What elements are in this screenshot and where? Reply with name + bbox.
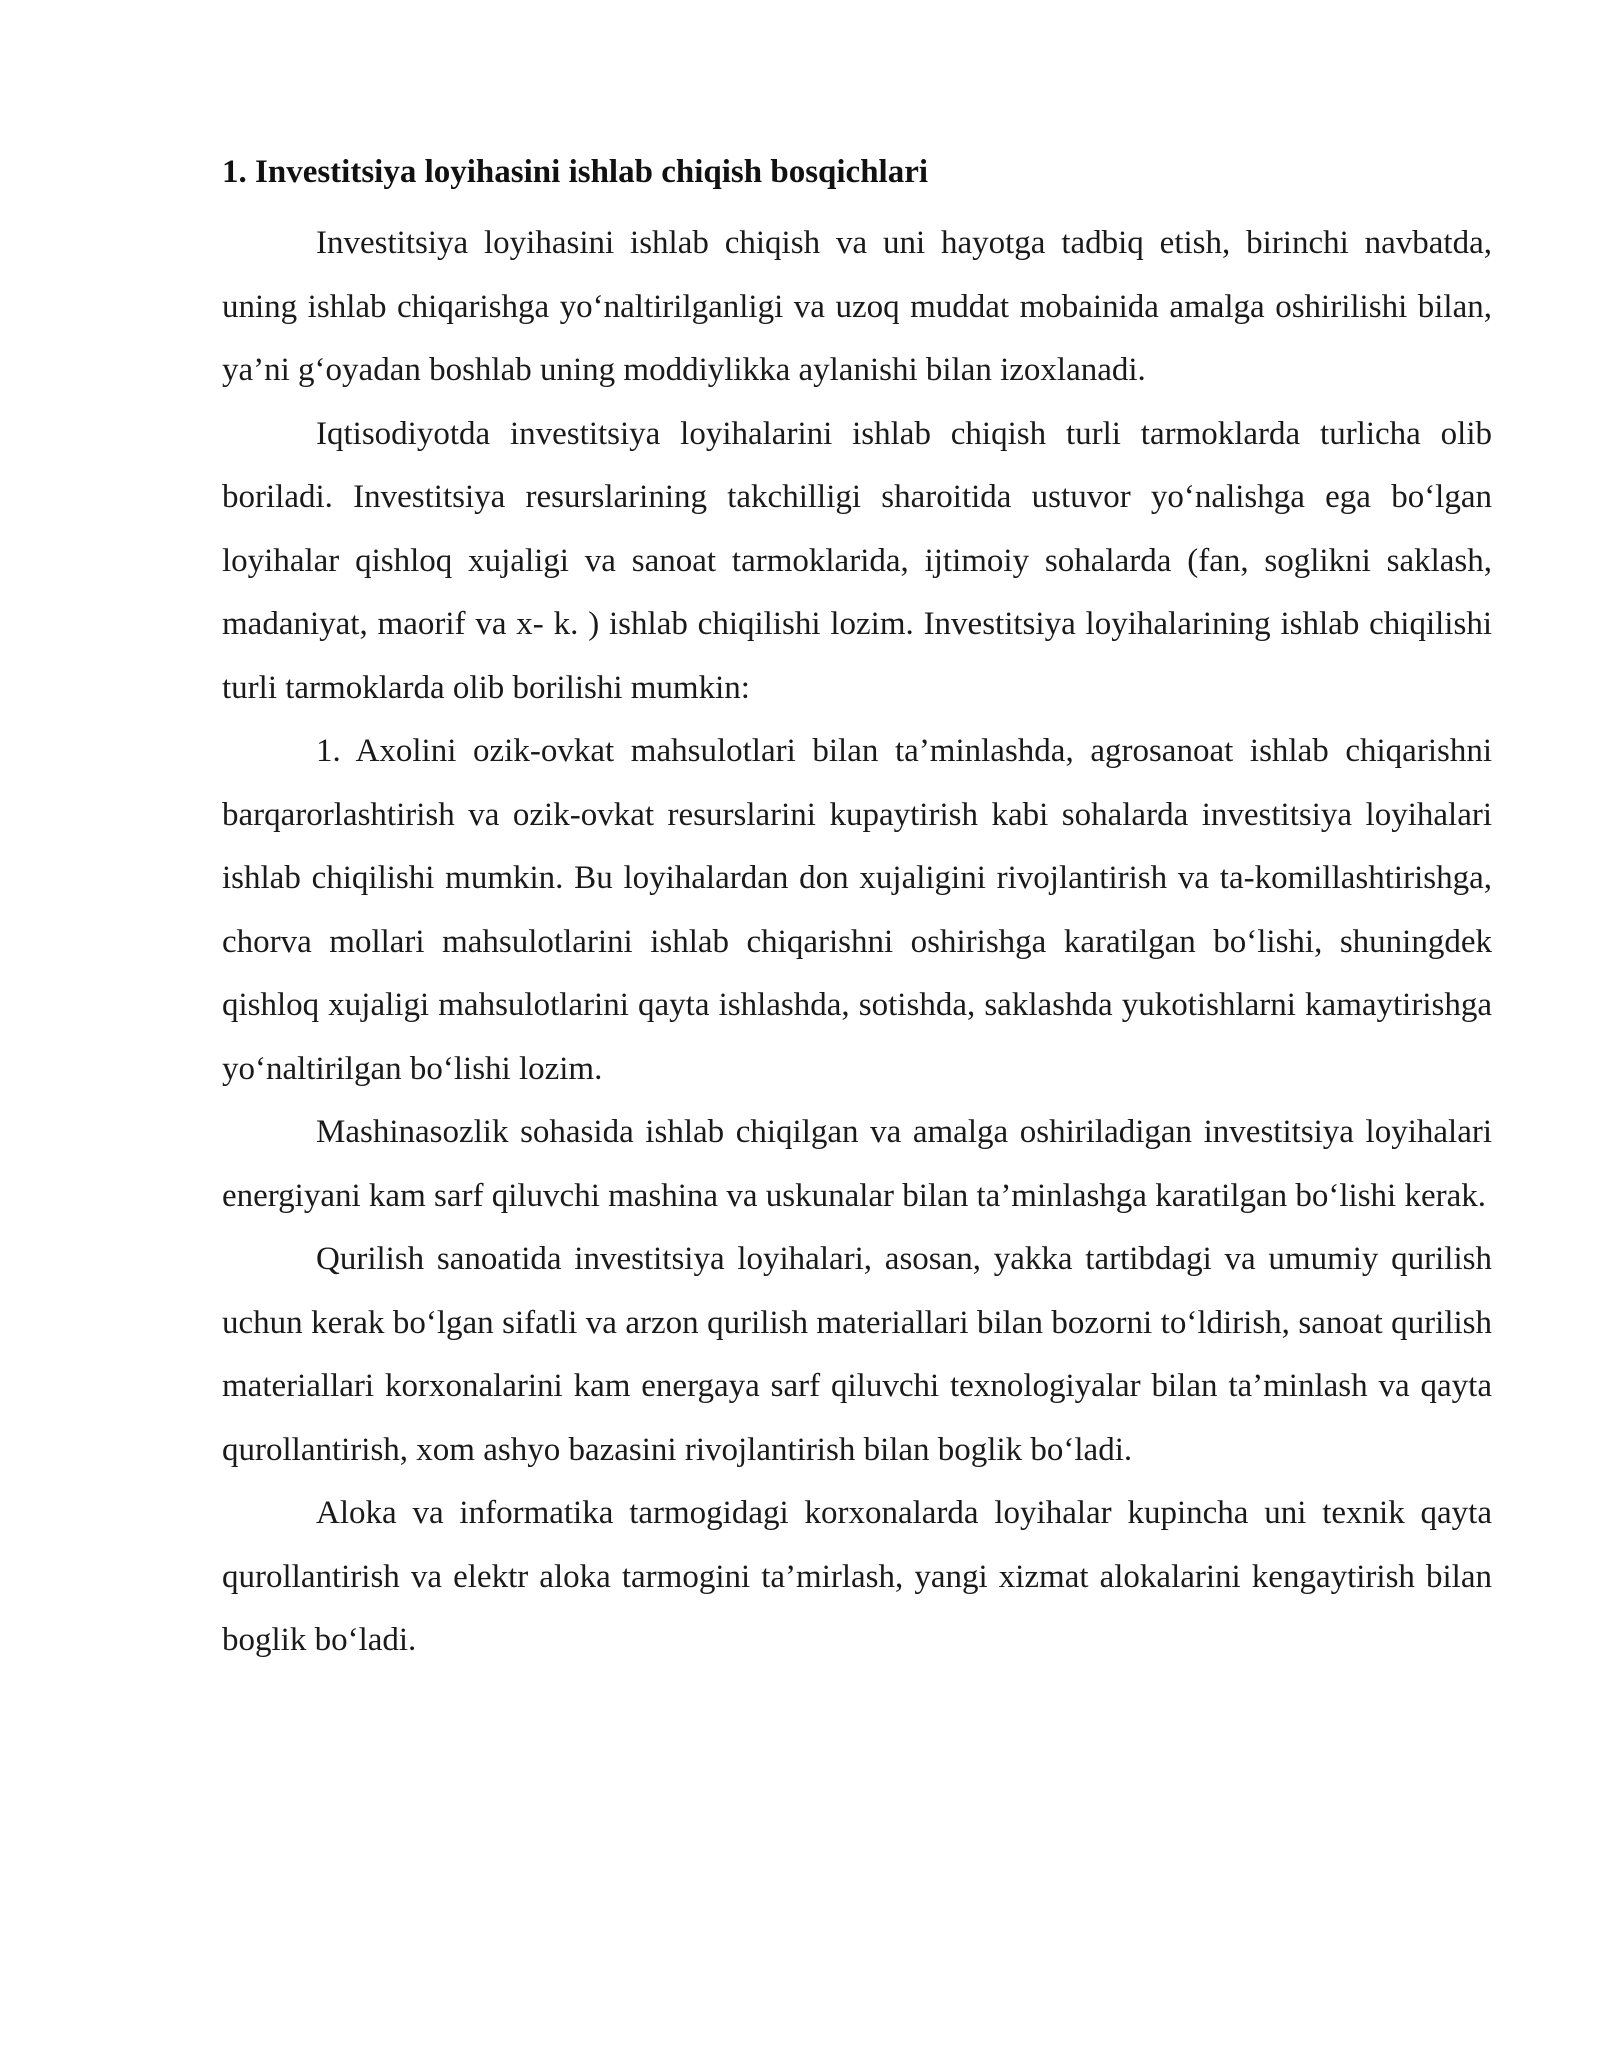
paragraph-sectors: Iqtisodiyotda investitsiya loyihalarini ishlab chiqish turli tarmoklarda turlicha olib boriladi. Investitsiya resurslarining takchilligi sharoitida ustuvor yo‘nalishga ega bo‘lgan loyihalar qishloq xujaligi va sanoat tarmoklarida, ijtimoiy sohalarda (fan, soglikni saklash, madaniyat, maorif va x- k. ) ishlab chiqilishi lozim. Investitsiya loyihalarining ishlab chiqilishi turli tarmoklarda olib borilishi mumkin: xyxy=(222,415,1492,706)
paragraph-intro: Investitsiya loyihasini ishlab chiqish va uni hayotga tadbiq etish, birinchi navbatda, uning ishlab chiqarishga yo‘naltirilganligi va uzoq muddat mobainida amalga oshirilishi bilan, ya’ni g‘oyadan boshlab uning moddiylikka aylanishi bilan izoxlanadi. xyxy=(222,225,1492,388)
paragraph-machinery: Mashinasozlik sohasida ishlab chiqilgan va amalga oshiriladigan investitsiya loyihalari energiyani kam sarf qiluvchi mashina va uskunalar bilan ta’minlashga karatilgan bo‘lishi kerak. xyxy=(222,1114,1492,1214)
paragraph-communications: Aloka va informatika tarmogidagi korxonalarda loyihalar kupincha uni texnik qayta qurollantirish va elektr aloka tarmogini ta’mirlash, yangi xizmat alokalarini kengaytirish bilan boglik bo‘ladi. xyxy=(222,1495,1492,1658)
section-heading: 1. Investitsiya loyihasini ishlab chiqish bosqichlari xyxy=(222,154,929,190)
paragraph-agro: 1. Axolini ozik-ovkat mahsulotlari bilan ta’minlashda, agrosanoat ishlab chiqarishni barqarorlashtirish va ozik-ovkat resurslarini kupaytirish kabi sohalarda investitsiya loyihalari ishlab chiqilishi mumkin. Bu loyihalardan don xujaligini rivojlantirish va ta-komillashtirishga, chorva mollari mahsulotlarini ishlab chiqarishni oshirishga karatilgan bo‘lishi, shuningdek qishloq xujaligi mahsulotlarini qayta ishlashda, sotishda, saklashda yukotishlarni kamaytirishga yo‘naltirilgan bo‘lishi lozim. xyxy=(222,733,1492,1087)
document-page xyxy=(222,150,1492,1673)
paragraph-construction: Qurilish sanoatida investitsiya loyihalari, asosan, yakka tartibdagi va umumiy qurilish uchun kerak bo‘lgan sifatli va arzon qurilish materiallari bilan bozorni to‘ldirish, sanoat qurilish materiallari korxonalarini kam energaya sarf qiluvchi texnologiyalar bilan ta’minlash va qayta qurollantirish, xom ashyo bazasini rivojlantirish bilan boglik bo‘ladi. xyxy=(222,1241,1492,1468)
